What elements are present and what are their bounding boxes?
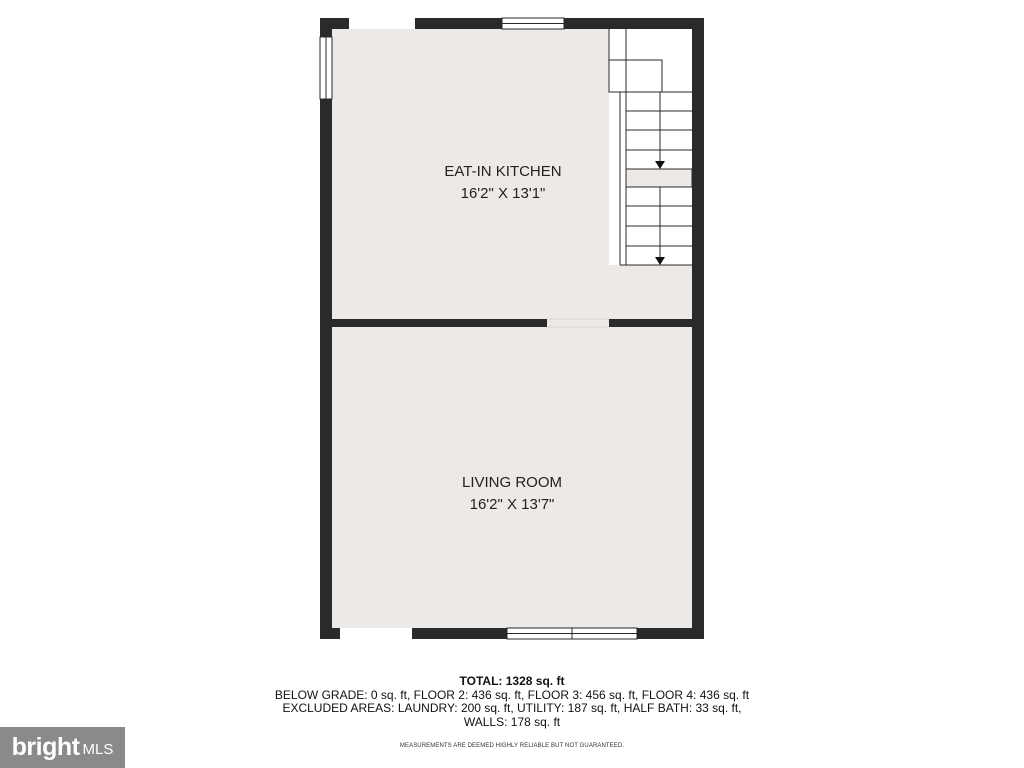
living-room-name: LIVING ROOM [461, 474, 563, 491]
logo-bright-text: bright [11, 733, 80, 761]
bright-mls-logo [0, 727, 125, 768]
top-door-opening [349, 18, 415, 29]
total-area: TOTAL: 1328 sq. ft [459, 674, 565, 688]
kitchen-dimensions: 16'2" X 13'1" [460, 185, 546, 202]
excluded-areas: EXCLUDED AREAS: LAUNDRY: 200 sq. ft, UTILITY: 187 sq. ft, HALF BATH: 33 sq. ft, [282, 701, 742, 715]
living-room-dimensions: 16'2" X 13'7" [469, 496, 555, 513]
interior-wall-left [332, 319, 547, 327]
top-window [502, 18, 564, 29]
interior-door-opening [547, 319, 609, 327]
disclaimer: MEASUREMENTS ARE DEEMED HIGHLY RELIABLE BUT NOT GUARANTEED. [399, 743, 625, 749]
interior-wall-right [609, 319, 692, 327]
staircase [609, 29, 692, 265]
kitchen-name: EAT-IN KITCHEN [444, 163, 562, 180]
logo-mls-text: MLS [82, 741, 114, 758]
floor-areas: BELOW GRADE: 0 sq. ft, FLOOR 2: 436 sq. ft, FLOOR 3: 456 sq. ft, FLOOR 4: 436 sq. ft [274, 687, 750, 702]
bottom-door-opening [340, 628, 412, 639]
area-summary [0, 675, 1024, 729]
bottom-window [507, 628, 637, 639]
left-window [320, 37, 332, 99]
walls-area: WALLS: 178 sq. ft [463, 714, 561, 729]
